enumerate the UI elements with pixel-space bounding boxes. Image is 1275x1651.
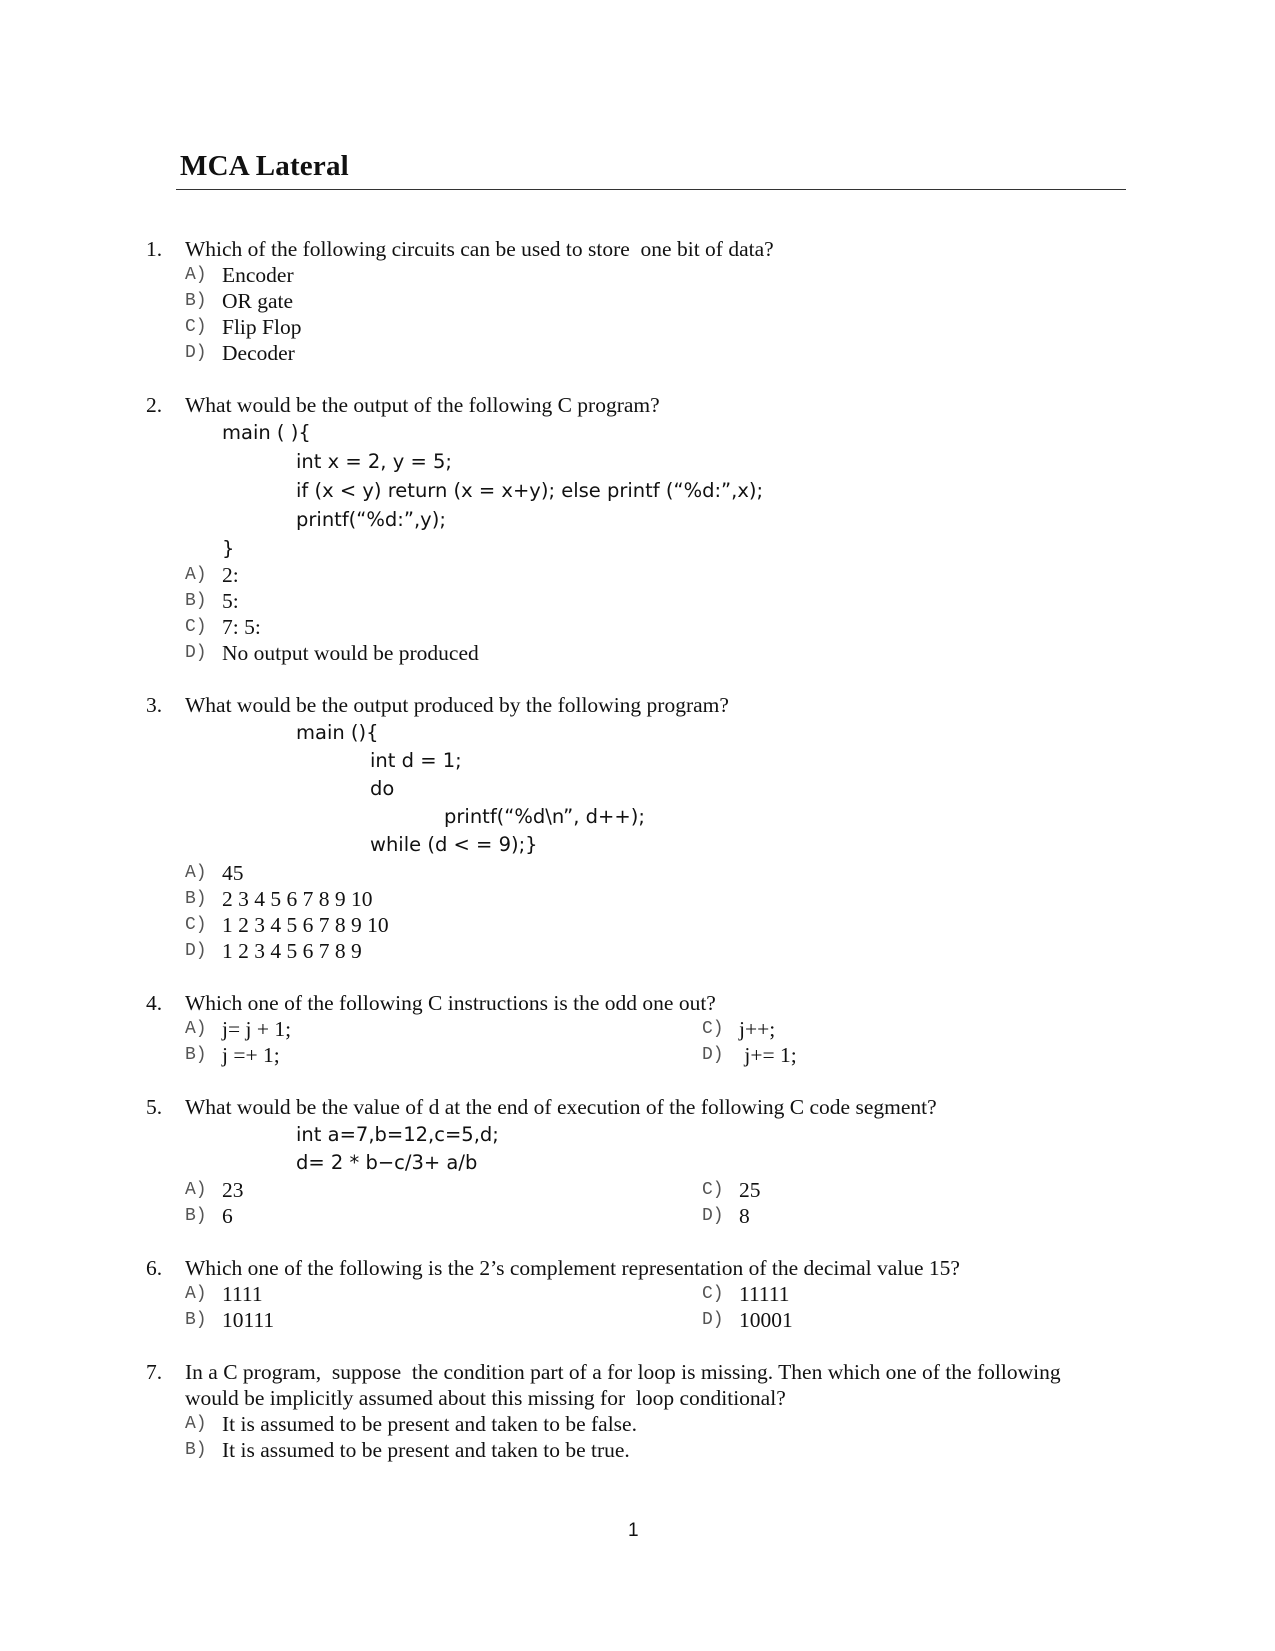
- question-number: 4.: [146, 991, 163, 1015]
- option-letter: C): [185, 915, 207, 935]
- code-line: main (){: [296, 721, 379, 744]
- option-text: 2 3 4 5 6 7 8 9 10: [222, 887, 373, 911]
- question-number: 6.: [146, 1256, 163, 1280]
- option-text: It is assumed to be present and taken to be false.: [222, 1412, 637, 1436]
- option-letter: C): [702, 1284, 724, 1304]
- code-line: int a=7,b=12,c=5,d;: [296, 1123, 499, 1146]
- option-text: 5:: [222, 589, 239, 613]
- question-text: What would be the output of the following C program?: [185, 393, 660, 417]
- question-text: Which one of the following is the 2’s complement representation of the decimal value 15?: [185, 1256, 960, 1280]
- option-letter: D): [185, 643, 207, 663]
- option-letter: C): [185, 317, 207, 337]
- option-text: 10001: [739, 1308, 793, 1332]
- option-text: OR gate: [222, 289, 294, 313]
- option-letter: A): [185, 565, 207, 585]
- option-letter: A): [185, 1414, 207, 1434]
- option-text: Decoder: [222, 341, 295, 365]
- code-line: if (x < y) return (x = x+y); else printf (“%d:”,x);: [296, 479, 764, 502]
- question-text: What would be the output produced by the following program?: [185, 693, 729, 717]
- option-text: 11111: [739, 1282, 790, 1306]
- document-title: MCA Lateral: [180, 150, 349, 182]
- question-text: would be implicitly assumed about this missing for loop conditional?: [185, 1386, 786, 1410]
- option-text: 10111: [222, 1308, 275, 1332]
- option-letter: D): [702, 1310, 724, 1330]
- option-text: j+= 1;: [739, 1043, 797, 1067]
- option-letter: C): [702, 1019, 724, 1039]
- option-text: 45: [222, 861, 244, 885]
- option-letter: B): [185, 591, 207, 611]
- option-text: 1 2 3 4 5 6 7 8 9: [222, 939, 362, 963]
- option-text: 6: [222, 1204, 233, 1228]
- option-text: j= j + 1;: [222, 1017, 292, 1041]
- option-letter: A): [185, 863, 207, 883]
- question-text: Which of the following circuits can be used to store one bit of data?: [185, 237, 774, 261]
- code-line: do: [370, 777, 395, 800]
- page-number: 1: [628, 1520, 639, 1541]
- title-rule: [176, 189, 1126, 190]
- option-letter: A): [185, 1284, 207, 1304]
- option-text: Encoder: [222, 263, 294, 287]
- code-line: main ( ){: [222, 421, 311, 444]
- option-letter: B): [185, 1310, 207, 1330]
- question-text: Which one of the following C instructions is the odd one out?: [185, 991, 716, 1015]
- code-line: d= 2 * b−c/3+ a/b: [296, 1151, 478, 1174]
- question-number: 1.: [146, 237, 163, 261]
- code-line: printf(“%d\n”, d++);: [444, 805, 645, 828]
- question-number: 7.: [146, 1360, 163, 1384]
- option-text: 2:: [222, 563, 239, 587]
- option-text: 1 2 3 4 5 6 7 8 9 10: [222, 913, 389, 937]
- question-number: 3.: [146, 693, 163, 717]
- code-line: while (d < = 9);}: [370, 833, 538, 856]
- option-letter: A): [185, 265, 207, 285]
- code-line: int d = 1;: [370, 749, 462, 772]
- option-letter: D): [185, 343, 207, 363]
- option-letter: D): [185, 941, 207, 961]
- option-text: 25: [739, 1178, 761, 1202]
- question-number: 5.: [146, 1095, 163, 1119]
- option-letter: C): [702, 1180, 724, 1200]
- option-text: 7: 5:: [222, 615, 261, 639]
- option-text: j =+ 1;: [222, 1043, 280, 1067]
- option-text: Flip Flop: [222, 315, 302, 339]
- question-text: What would be the value of d at the end of execution of the following C code segment?: [185, 1095, 937, 1119]
- option-letter: B): [185, 291, 207, 311]
- option-text: No output would be produced: [222, 641, 479, 665]
- option-letter: A): [185, 1019, 207, 1039]
- option-text: 1111: [222, 1282, 263, 1306]
- option-letter: C): [185, 617, 207, 637]
- option-letter: B): [185, 1206, 207, 1226]
- code-line: int x = 2, y = 5;: [296, 450, 452, 473]
- option-letter: D): [702, 1206, 724, 1226]
- question-number: 2.: [146, 393, 163, 417]
- option-text: 23: [222, 1178, 244, 1202]
- option-text: j++;: [739, 1017, 776, 1041]
- code-line: printf(“%d:”,y);: [296, 508, 446, 531]
- code-line: }: [222, 537, 235, 560]
- option-letter: D): [702, 1045, 724, 1065]
- option-letter: B): [185, 1045, 207, 1065]
- option-text: 8: [739, 1204, 750, 1228]
- option-letter: B): [185, 1440, 207, 1460]
- option-letter: A): [185, 1180, 207, 1200]
- option-letter: B): [185, 889, 207, 909]
- option-text: It is assumed to be present and taken to be true.: [222, 1438, 630, 1462]
- question-text: In a C program, suppose the condition part of a for loop is missing. Then which one of the following: [185, 1360, 1061, 1384]
